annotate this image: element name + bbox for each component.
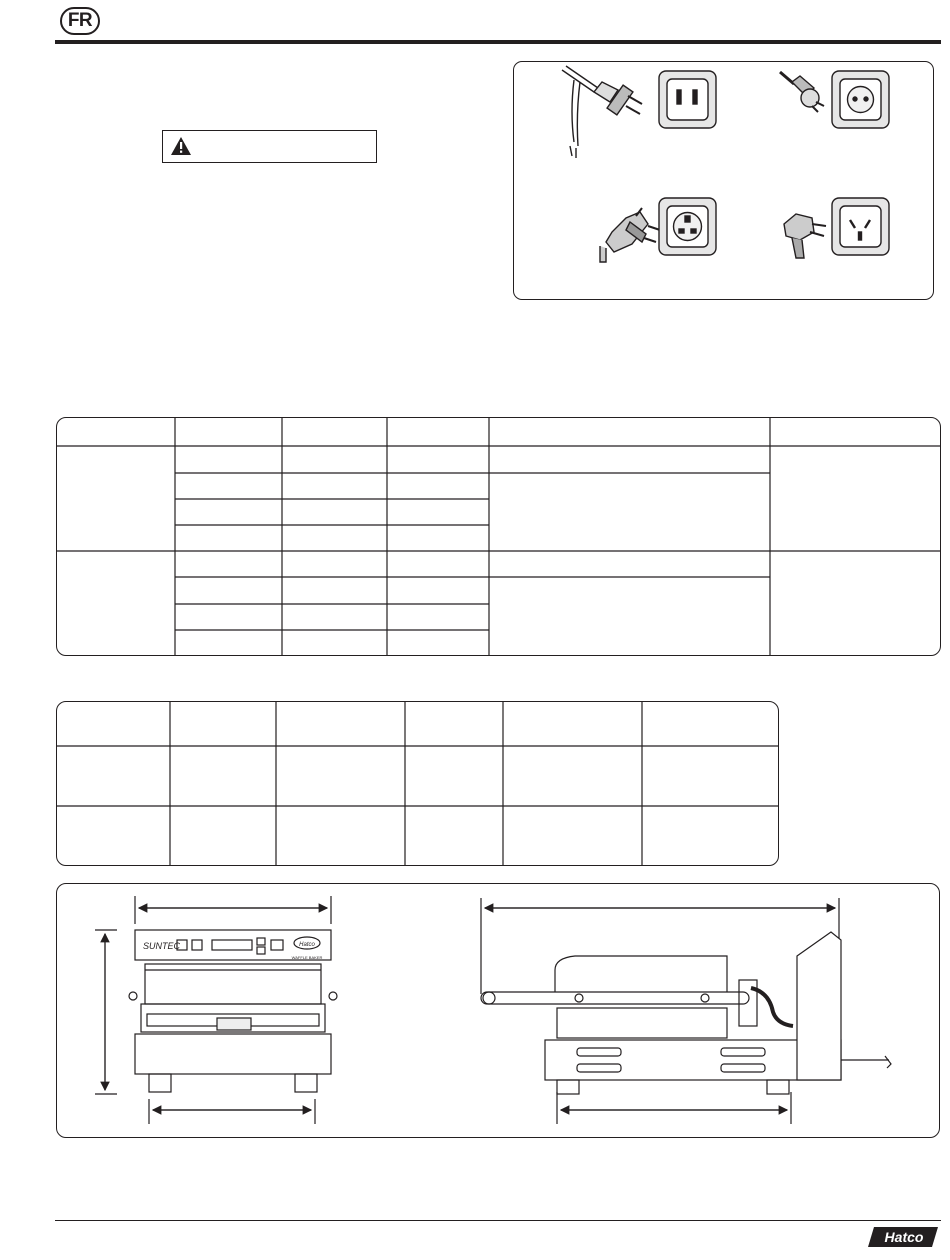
electrical-ratings-table: [56, 417, 941, 656]
shipping-weights-table: [56, 701, 779, 866]
side-foot-dimension: [557, 1092, 791, 1124]
logo-text: Hatco: [884, 1229, 924, 1245]
plug-configurations-panel: [513, 61, 934, 300]
nema-outlet-icon: [659, 71, 716, 128]
uk-plug-icon: [600, 208, 660, 262]
warning-icon: [170, 136, 192, 156]
electrical-ratings-grid: [57, 418, 941, 656]
shipping-weights-grid: [57, 702, 779, 866]
header-rule: [55, 40, 941, 44]
australian-plug-icon: [784, 214, 826, 258]
front-panel-badge: Hatco: [299, 942, 315, 948]
front-panel-brand: SUNTEC: [143, 941, 181, 951]
dimension-drawings: [57, 884, 941, 1139]
schuko-plug-icon: [780, 72, 824, 112]
footer-rule: [55, 1220, 941, 1221]
language-code: FR: [67, 10, 93, 31]
front-panel-badge-sub: WAFFLE BAKER: [291, 955, 323, 960]
side-view-unit: [481, 932, 891, 1094]
front-foot-dimension: [149, 1099, 315, 1124]
dimensions-panel: [56, 883, 940, 1138]
uk-outlet-icon: [659, 198, 716, 255]
schuko-outlet-icon: [832, 71, 889, 128]
nema-plug-icon: [562, 66, 642, 158]
front-width-dimension: [135, 896, 331, 924]
warning-box: [162, 130, 377, 163]
front-height-dimension: [95, 930, 117, 1094]
australian-outlet-icon: [832, 198, 889, 255]
plug-illustrations: [514, 62, 935, 301]
language-badge: [60, 7, 100, 35]
hatco-logo: [868, 1223, 940, 1251]
